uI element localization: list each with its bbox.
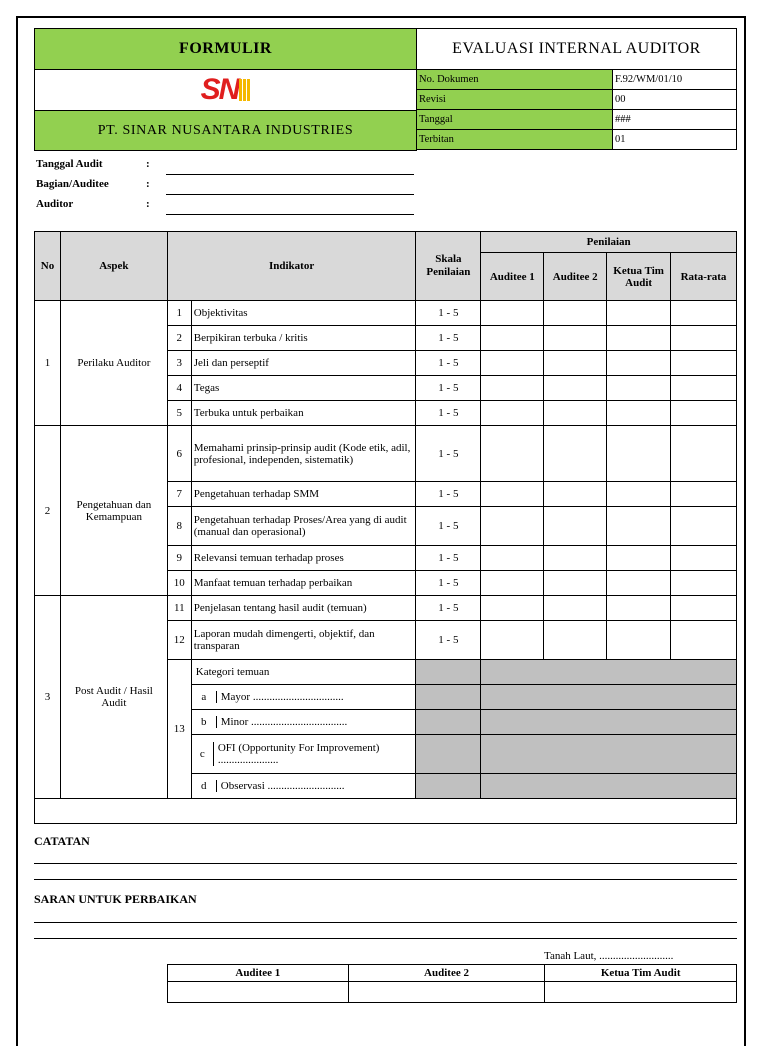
score-cell[interactable] [481,326,544,351]
sub-item-cell [191,685,416,710]
signature-table [167,964,737,1003]
catatan-label: CATATAN [34,834,90,848]
header-penilaian: Penilaian [481,232,737,253]
header-auditee2: Auditee 2 [544,253,607,301]
score-cell[interactable] [607,326,671,351]
score-cell[interactable] [544,546,607,571]
score-cell[interactable] [544,596,607,621]
sub-letter: b [192,716,217,728]
score-cell[interactable] [671,351,737,376]
indicator-no: 5 [167,401,191,426]
table-row [35,426,737,482]
gray-cell [416,710,481,735]
score-cell[interactable] [544,507,607,546]
gray-cell [481,710,737,735]
scale-cell: 1 - 5 [416,546,481,571]
scale-cell: 1 - 5 [416,301,481,326]
score-cell[interactable] [671,426,737,482]
gray-cell [416,685,481,710]
meta-value: 01 [613,130,737,150]
catatan-line-1[interactable] [34,863,737,864]
score-cell[interactable] [481,507,544,546]
header-indikator: Indikator [167,232,416,301]
gray-cell [481,774,737,799]
info-field [34,198,424,216]
indicator-no: 8 [167,507,191,546]
indicator-text: Jeli dan perseptif [191,351,416,376]
score-cell[interactable] [481,376,544,401]
sign-header: Ketua Tim Audit [545,965,737,982]
saran-label: SARAN UNTUK PERBAIKAN [34,892,197,906]
indicator-text: Pengetahuan terhadap SMM [191,482,416,507]
score-cell[interactable] [607,621,671,660]
scale-cell: 1 - 5 [416,326,481,351]
header-no: No [35,232,61,301]
score-cell[interactable] [481,596,544,621]
saran-line-2[interactable] [34,938,737,939]
score-cell[interactable] [544,301,607,326]
score-cell[interactable] [607,301,671,326]
score-cell[interactable] [544,351,607,376]
scale-cell: 1 - 5 [416,401,481,426]
score-cell[interactable] [671,401,737,426]
logo-text: SN [200,73,239,106]
doc-title-text: EVALUASI INTERNAL AUDITOR [452,40,701,57]
meta-label: Revisi [417,90,613,110]
header-aspek: Aspek [60,232,167,301]
indicator-no: 3 [167,351,191,376]
score-cell[interactable] [481,482,544,507]
info-sep: : [146,178,150,190]
indicator-text: Manfaat temuan terhadap perbaikan [191,571,416,596]
gray-cell [416,774,481,799]
doc-meta-table [416,69,737,150]
sign-ketua[interactable] [545,982,737,1003]
group-aspek: Post Audit / Hasil Audit [60,596,167,799]
score-cell[interactable] [544,426,607,482]
score-cell[interactable] [671,376,737,401]
info-label: Tanggal Audit [36,158,103,170]
sub-text: Minor ................................... [220,716,348,728]
indicator-no: 4 [167,376,191,401]
info-sep: : [146,198,150,210]
form-label-text: FORMULIR [179,40,272,57]
form-sheet [16,16,746,1046]
meta-value: 00 [613,90,737,110]
indicator-text: Penjelasan tentang hasil audit (temuan) [191,596,416,621]
header-auditee1: Auditee 1 [481,253,544,301]
score-cell[interactable] [607,482,671,507]
indicator-no: 2 [167,326,191,351]
scale-cell: 1 - 5 [416,507,481,546]
score-cell[interactable] [607,351,671,376]
score-cell[interactable] [671,546,737,571]
sign-auditee2[interactable] [348,982,545,1003]
indicator-text: Memahami prinsip-prinsip audit (Kode etik, adil, profesional, independen, sistematik) [191,426,416,482]
table-row [35,301,737,326]
score-cell[interactable] [544,401,607,426]
header-skala: Skala Penilaian [416,232,481,301]
indicator-text: Objektivitas [191,301,416,326]
indicator-text: Pengetahuan terhadap Proses/Area yang di audit (manual dan operasional) [191,507,416,546]
scale-cell: 1 - 5 [416,596,481,621]
sub-letter: d [192,780,217,792]
score-cell[interactable] [671,621,737,660]
score-cell[interactable] [607,571,671,596]
company-name-text: PT. SINAR NUSANTARA INDUSTRIES [97,122,354,138]
sub-text: OFI (Opportunity For Improvement) ...................... [217,742,380,766]
header-rata: Rata-rata [671,253,737,301]
indicator-no: 10 [167,571,191,596]
info-label: Auditor [36,198,74,210]
scale-cell: 1 - 5 [416,621,481,660]
doc-title [416,28,737,70]
score-cell[interactable] [607,546,671,571]
form-label [34,28,417,70]
indicator-text: Terbuka untuk perbaikan [191,401,416,426]
category-title: Kategori temuan [195,666,270,678]
score-cell[interactable] [481,401,544,426]
sign-place-date: Tanah Laut, ........................... [544,950,674,962]
sub-letter: a [192,691,217,703]
score-cell[interactable] [481,301,544,326]
sign-auditee1[interactable] [168,982,349,1003]
audit-info [34,158,424,218]
score-cell[interactable] [481,546,544,571]
sub-text: Observasi ............................ [220,780,345,792]
info-input-line[interactable] [166,214,414,215]
scale-cell: 1 - 5 [416,376,481,401]
score-cell[interactable] [607,426,671,482]
info-field [34,178,424,196]
logo-cell [34,69,417,111]
header-ketua: Ketua Tim Audit [607,253,671,301]
group-no: 1 [35,301,61,426]
score-cell[interactable] [607,596,671,621]
meta-value: F.92/WM/01/10 [613,70,737,90]
score-cell[interactable] [671,301,737,326]
indicator-no: 7 [167,482,191,507]
sub-text: Mayor ................................. [220,691,344,703]
score-cell[interactable] [481,621,544,660]
meta-label: Terbitan [417,130,613,150]
indicator-text: Berpikiran terbuka / kritis [191,326,416,351]
gray-cell [481,660,737,685]
indicator-no: 9 [167,546,191,571]
score-cell[interactable] [671,326,737,351]
score-cell[interactable] [671,482,737,507]
info-label: Bagian/Auditee [36,178,109,190]
scale-cell: 1 - 5 [416,571,481,596]
group-no: 2 [35,426,61,596]
indicator-text: Laporan mudah dimengerti, objektif, dan transparan [191,621,416,660]
score-cell[interactable] [607,507,671,546]
indicator-no: 12 [167,621,191,660]
score-cell[interactable] [544,482,607,507]
scale-cell: 1 - 5 [416,426,481,482]
score-cell[interactable] [671,596,737,621]
info-input-line[interactable] [166,194,414,195]
empty-row [35,799,737,824]
meta-label: Tanggal [417,110,613,130]
logo-bars-icon [239,79,250,101]
sub-letter: c [192,742,214,766]
score-cell[interactable] [481,571,544,596]
info-input-line[interactable] [166,174,414,175]
sub-item-cell [191,710,416,735]
scale-cell: 1 - 5 [416,351,481,376]
sign-header: Auditee 2 [348,965,545,982]
score-cell[interactable] [544,571,607,596]
category-title-cell [191,660,416,685]
score-cell[interactable] [481,426,544,482]
group-aspek: Pengetahuan dan Kemampuan [60,426,167,596]
sub-item-cell [191,774,416,799]
meta-label: No. Dokumen [417,70,613,90]
sign-header: Auditee 1 [168,965,349,982]
gray-cell [481,685,737,710]
score-cell[interactable] [544,621,607,660]
gray-cell [416,735,481,774]
meta-value: ### [613,110,737,130]
score-cell[interactable] [481,351,544,376]
indicator-text: Relevansi temuan terhadap proses [191,546,416,571]
score-cell[interactable] [544,376,607,401]
group-aspek: Perilaku Auditor [60,301,167,426]
score-cell[interactable] [607,376,671,401]
gray-cell [481,735,737,774]
indicator-no: 6 [167,426,191,482]
company-name [34,110,417,151]
empty-cell [35,799,737,824]
table-row [35,596,737,621]
indicator-no: 1 [167,301,191,326]
sub-item-cell [191,735,416,774]
gray-cell [416,660,481,685]
group-no: 3 [35,596,61,799]
company-logo [201,73,251,107]
saran-line-1[interactable] [34,922,737,923]
info-sep: : [146,158,150,170]
score-cell[interactable] [671,571,737,596]
indicator-no: 13 [167,660,191,799]
indicator-text: Tegas [191,376,416,401]
indicator-no: 11 [167,596,191,621]
evaluation-table [34,231,737,824]
score-cell[interactable] [671,507,737,546]
score-cell[interactable] [544,326,607,351]
info-field [34,158,424,176]
scale-cell: 1 - 5 [416,482,481,507]
score-cell[interactable] [607,401,671,426]
catatan-line-2[interactable] [34,879,737,880]
